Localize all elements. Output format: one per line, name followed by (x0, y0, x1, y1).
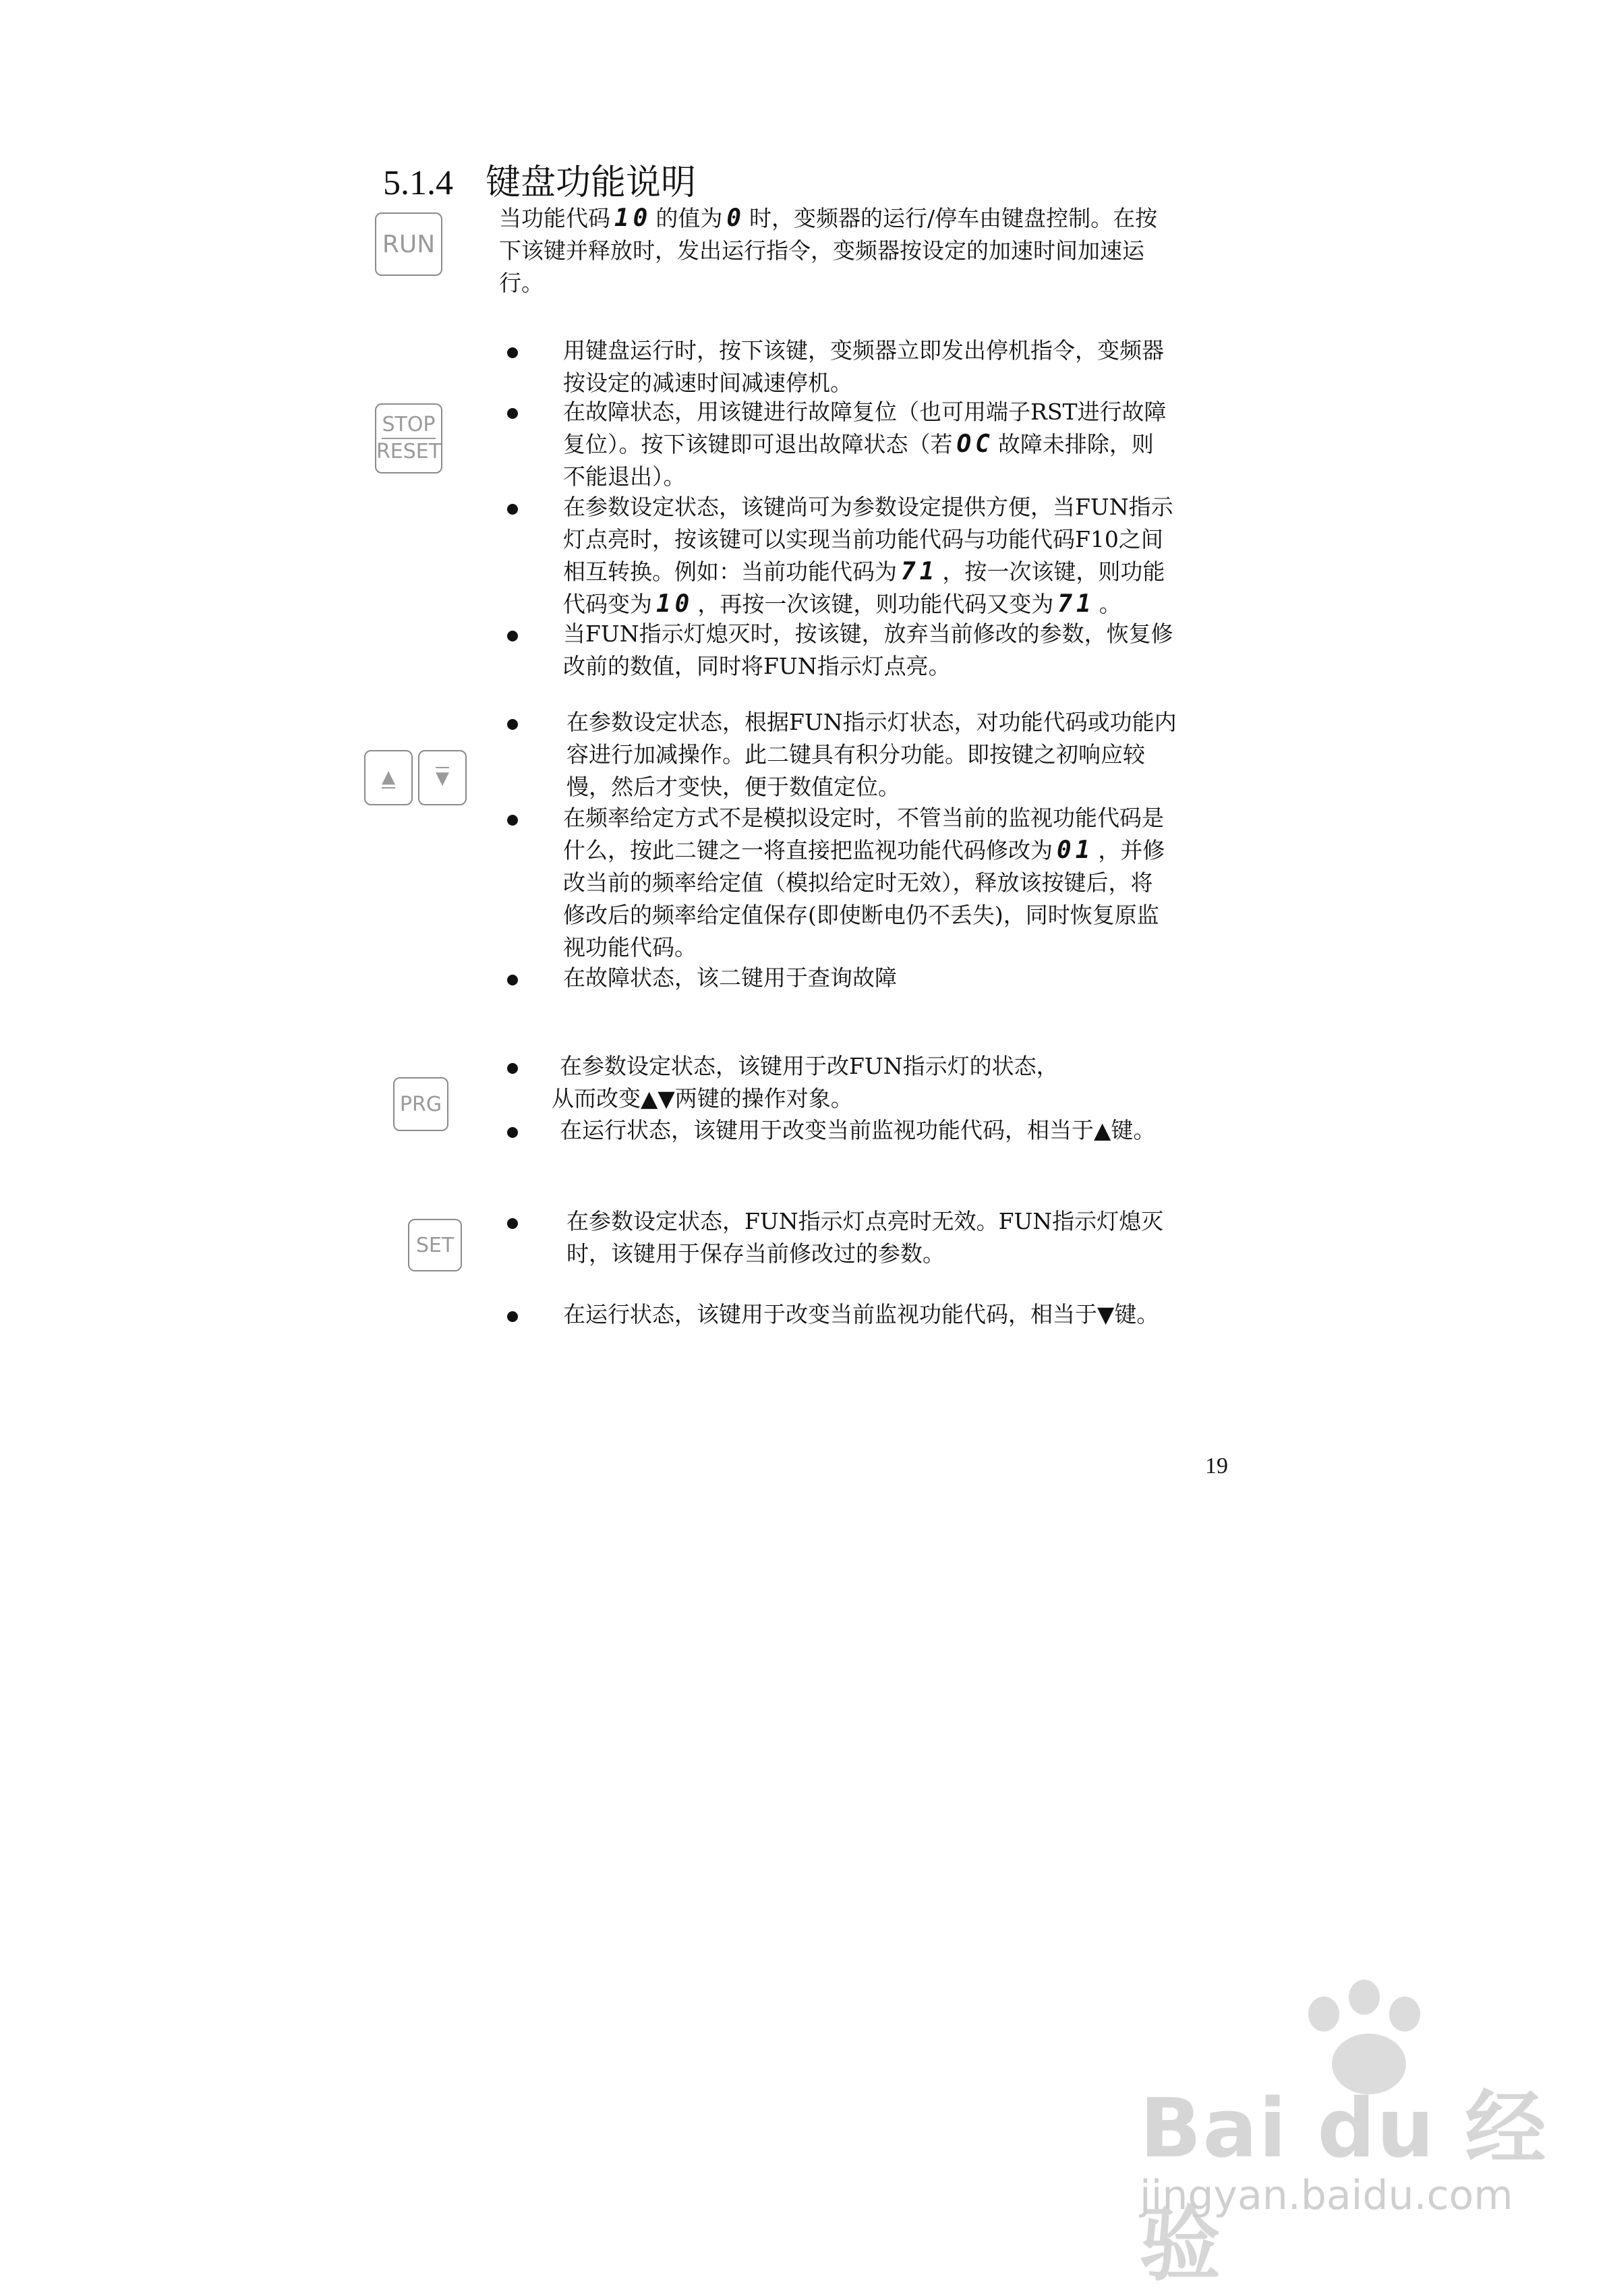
display-code: OC (956, 430, 994, 458)
bullet-icon (507, 975, 518, 985)
set-key-icon (408, 1219, 462, 1271)
text: 在参数设定状态，该键尚可为参数设定提供方便，当FUN指示 (563, 494, 1173, 520)
watermark-url: jingyan.baidu.com (1140, 2172, 1513, 2219)
text: 在运行状态，该键用于改变当前监视功能代码，相当于▲键。 (560, 1117, 1156, 1143)
stop-bullet-4 (563, 618, 1237, 683)
text: 在故障状态，该二键用于查询故障 (563, 965, 897, 991)
text: 当功能代码 (499, 205, 610, 231)
text: ，并修 (1098, 837, 1165, 863)
text: 复位）。按下该键即可退出故障状态（若 (563, 431, 953, 457)
section-number: 5.1.4 (383, 164, 453, 202)
paw-icon (1389, 1997, 1420, 2032)
text: 灯点亮时，按该键可以实现当前功能代码与功能代码F10之间 (563, 526, 1163, 552)
reset-label: RESET (376, 440, 442, 463)
updown-bullet-2 (563, 802, 1237, 964)
paw-icon (1349, 1980, 1380, 2015)
prg-key-label: PRG (399, 1092, 442, 1116)
bullet-icon (507, 815, 518, 826)
updown-bullet-3 (563, 962, 1237, 994)
stop-bullet-3 (563, 491, 1237, 621)
text: 在参数设定状态，根据FUN指示灯状态，对功能代码或功能内 (566, 709, 1177, 735)
bullet-icon (507, 719, 518, 730)
stop-reset-key-icon (375, 403, 442, 473)
text: 视功能代码。 (563, 934, 697, 960)
up-key-label: ▲ (382, 767, 395, 787)
text: 慢，然后才变快，便于数值定位。 (566, 774, 900, 800)
bullet-icon (507, 504, 518, 515)
text: 时，该键用于保存当前修改过的参数。 (566, 1240, 945, 1267)
set-bullet-1 (566, 1205, 1241, 1270)
text: 改当前的频率给定值（模拟给定时无效），释放该按键后，将 (563, 869, 1153, 896)
stop-bullet-1 (563, 335, 1237, 399)
text: 容进行加减操作。此二键具有积分功能。即按键之初响应较 (566, 741, 1145, 768)
text: 时，变频器的运行/停车由键盘控制。在按 (749, 205, 1158, 231)
watermark-logo: Bai du 经验 (1140, 2082, 1548, 2292)
text: 什么，按此二键之一将直接把监视功能代码修改为 (563, 837, 1053, 863)
page-number: 19 (1205, 1454, 1228, 1479)
text: ，按一次该键，则功能 (942, 558, 1165, 585)
display-code: 71 (1057, 590, 1095, 618)
bullet-icon (507, 1063, 518, 1074)
text: 故障未排除，则 (997, 431, 1154, 457)
up-key-icon (364, 750, 413, 805)
bullet-icon (507, 1127, 518, 1138)
text: ，再按一次该键，则功能代码又变为 (697, 591, 1054, 617)
text: 从而改变▲▼两键的操作对象。 (552, 1085, 853, 1112)
run-key-icon (375, 212, 442, 276)
down-key-label: ▼ (436, 768, 449, 788)
section-heading (383, 154, 696, 204)
bullet-icon (507, 408, 518, 419)
text: 用键盘运行时，按下该键，变频器立即发出停机指令，变频器 (563, 337, 1164, 364)
prg-bullet-2 (560, 1114, 1234, 1147)
run-description (499, 202, 1227, 299)
display-code: 71 (901, 558, 939, 585)
text: 在故障状态，用该键进行故障复位（也可用端子RST进行故障 (563, 399, 1167, 425)
bullet-icon (507, 631, 518, 641)
text: 在参数设定状态，该键用于改FUN指示灯的状态， (560, 1053, 1059, 1079)
text: 行。 (499, 270, 544, 296)
prg-key-icon (393, 1077, 448, 1131)
text: 在频率给定方式不是模拟设定时，不管当前的监视功能代码是 (563, 805, 1164, 831)
text: 修改后的频率给定值保存(即使断电仍不丢失)，同时恢复原监 (563, 902, 1159, 928)
text: 在参数设定状态，FUN指示灯点亮时无效。FUN指示灯熄灭 (566, 1208, 1164, 1234)
display-code: 10 (614, 204, 652, 232)
text: 相互转换。例如：当前功能代码为 (563, 558, 897, 585)
paw-icon (1308, 1997, 1339, 2032)
updown-bullet-1 (566, 706, 1241, 803)
text: 代码变为 (563, 591, 652, 617)
display-code: 10 (656, 590, 694, 618)
bullet-icon (507, 1311, 518, 1322)
down-key-icon (418, 750, 467, 805)
text: 当FUN指示灯熄灭时，按该键，放弃当前修改的参数，恢复修 (563, 621, 1173, 647)
text: 改前的数值，同时将FUN指示灯点亮。 (563, 653, 951, 679)
prg-bullet-1 (552, 1050, 1234, 1115)
bullet-icon (507, 1218, 518, 1229)
text: 不能退出）。 (563, 463, 686, 490)
text: 按设定的减速时间减速停机。 (563, 370, 852, 396)
text: 。 (1099, 591, 1121, 617)
run-key-label: RUN (382, 230, 436, 258)
bullet-icon (507, 347, 518, 358)
set-key-label: SET (415, 1233, 455, 1257)
stop-bullet-2 (563, 396, 1237, 493)
text: 下该键并释放时，发出运行指令，变频器按设定的加速时间加速运 (499, 237, 1144, 264)
display-code: 01 (1057, 836, 1095, 864)
text: 的值为 (655, 205, 723, 231)
set-bullet-2 (563, 1298, 1237, 1331)
display-code: 0 (726, 204, 746, 232)
text: 在运行状态，该键用于改变当前监视功能代码，相当于▼键。 (563, 1301, 1159, 1327)
section-title: 键盘功能说明 (486, 163, 697, 203)
stop-label: STOP (382, 413, 436, 436)
